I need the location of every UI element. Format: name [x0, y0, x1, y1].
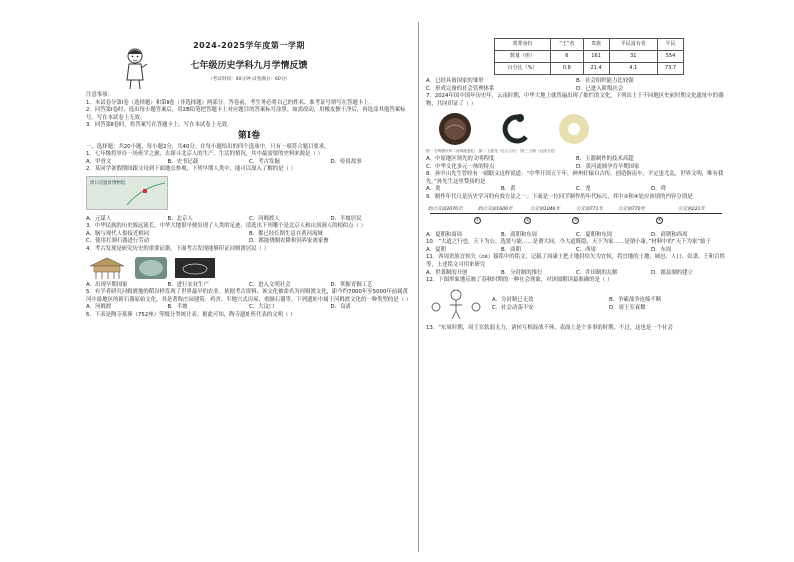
question-10: 10．“大道之行也，天下为公，选贤与能……是谓大同。今大道既隐，天下为家……是谓小康。”材料中的“天下为家”始于 — [426, 239, 711, 246]
pottery-bowl-icon — [432, 111, 478, 147]
option[interactable]: B．争霸战争连绵不断 — [609, 297, 662, 304]
option[interactable]: D．掌握青铜工艺 — [330, 281, 373, 288]
pig-bowl-icon — [174, 256, 216, 280]
table-cell: 6 — [551, 51, 584, 63]
option[interactable]: D．半坡居民 — [330, 215, 362, 222]
q8-options — [426, 186, 726, 194]
left-column — [86, 92, 412, 319]
timeline-marker: ① — [475, 217, 480, 223]
option[interactable]: D．舜 — [651, 186, 666, 193]
q7-caption: 图一 红陶猪纹钵（河姆渡遗址） 图二 玉猪龙（红山文化） 图三 玉璧（良渚文化） — [426, 149, 558, 154]
option[interactable]: A．出现早期国家 — [86, 281, 128, 288]
question-13: 13．“东周时期，周王室软弱无力，诸侯互相混战不休，表面上是个多事的时期，不过，这也是一个社会 — [426, 324, 673, 331]
q9-options — [426, 232, 726, 240]
timeline-label: 公元前221年 — [678, 206, 706, 212]
option[interactable]: A．分封制已无效 — [492, 297, 534, 304]
museum-photo — [86, 176, 168, 210]
option[interactable]: C．井田制的瓦解 — [576, 269, 618, 276]
exam-header — [86, 40, 412, 82]
option[interactable]: D．东周 — [651, 246, 672, 253]
timeline-label: 公元前771年 — [576, 206, 604, 212]
table-cell: 554 — [657, 51, 683, 63]
table-cell: 161 — [583, 51, 609, 63]
table-row-label: 百分比（%） — [495, 63, 551, 75]
note-item: 3．回答第Ⅱ卷时，将答案写在答题卡上。写在本试卷上无效。 — [86, 122, 233, 129]
tomb-statistics-table — [494, 38, 684, 75]
option[interactable]: A．炎 — [426, 186, 441, 193]
q12-options-row1 — [492, 297, 726, 305]
museum-landscape-icon — [87, 177, 169, 211]
option[interactable]: D．商朝和西周 — [651, 231, 688, 238]
option[interactable]: A．中原地区领先的文明程度 — [426, 155, 495, 162]
option[interactable]: B．商朝 — [501, 246, 521, 253]
question-6: 6．下表是陶寺墓葬（752座）等级分类统计表。据此可知，陶寺遗址所代表的文明（ ） — [86, 311, 296, 318]
option[interactable]: C．河姆渡人 — [249, 215, 280, 222]
q5-options — [86, 304, 412, 312]
option[interactable]: A．河姆渡 — [86, 304, 112, 311]
question-2: 2．某同学暑假期间跟父母到下面地点参观，下列早期人类中，能可以深入了解的是（ ） — [86, 166, 296, 173]
table-cell: 21.4 — [583, 63, 609, 75]
exam-info: （考试时间：40分钟 试卷满分：60分） — [207, 77, 291, 82]
option[interactable]: D．都能烧制农耕和饲养家禽家畜 — [249, 238, 329, 245]
timeline-marker: ④ — [657, 217, 662, 223]
museum-sign: 周口店遗址博物馆 — [90, 180, 126, 186]
question-8: 8．孙中山先生曾经有一副联文这样说道：“中华开国五千年，神州轩辕自古传，创造指南车，平定蚩尤乱，世界文明，唯有我先。”孙先生这里赞扬的是 — [426, 171, 724, 185]
option[interactable]: C．形成完备的社会管理体系 — [426, 85, 495, 92]
question-5: 5．有学者研究河姆渡地的稻谷样发现了世界最早的农业。依据考古资料，该文化被命名为河姆渡文化，距今约7000年至5000年前属黄河中游地区的新石器原始文化。其是著称庄园建筑：鸡舍、半地穴式房屋、重制石器等。下列遗址中属于河姆渡文化的一种类型的是（ ） — [86, 289, 412, 303]
question-11: 11．西周贵族宜侯矢（cè）簋铭中的铭文，记载了周康王把土地封给矢为宜侯，将宜地的土地、城邑、人口、奴隶、王和百姓等，上述铭文可用来研究 — [426, 254, 725, 268]
question-3: 3．中华民族的历史源远流长，中华大地很早便出现了人类的足迹。请选出下列哪个是北京人和山顶洞人的相似点（ ） — [86, 223, 367, 230]
option[interactable]: B．黄 — [501, 186, 516, 193]
q3-options-row2 — [86, 238, 412, 246]
option[interactable]: B．都已经长期生息在黄河流域 — [249, 230, 323, 237]
option[interactable]: A．元谋人 — [86, 215, 112, 222]
jade-disc-icon — [554, 111, 594, 147]
option[interactable]: C．考古发掘 — [249, 158, 280, 165]
q6-options-row1 — [426, 78, 726, 86]
table-row — [495, 51, 684, 63]
option[interactable]: C．尧 — [576, 186, 591, 193]
option[interactable]: C．夏朝和东周 — [576, 231, 613, 238]
table-header-row — [495, 39, 684, 51]
exam-main-title: 七年级历史学科九月学情反馈 — [190, 61, 308, 71]
q12-options-row2 — [492, 305, 726, 313]
table-header-cell: 贵族 — [583, 39, 609, 51]
timeline-label: 约公元前2070年 — [428, 206, 463, 212]
timeline-marker: ③ — [573, 217, 578, 223]
q4-images — [86, 256, 412, 280]
rice-grain-icon — [134, 256, 168, 280]
table-cell: 31 — [609, 51, 657, 63]
q4-options — [86, 282, 412, 290]
part-one-heading: 第Ⅰ卷 — [237, 130, 261, 141]
q11-options — [426, 270, 726, 278]
option[interactable]: B．进行农业生产 — [167, 281, 209, 288]
option[interactable]: D．黄河流域孕育早期国家 — [576, 163, 640, 170]
table-row — [495, 63, 684, 75]
option[interactable]: D．已进入阶级社会 — [576, 85, 624, 92]
note-item: 1．本试卷分第Ⅰ卷（选择题）和第Ⅱ卷（非选择题）两部分。答卷前，考生务必将自己的姓名、准考证号填写在答题卡上。 — [86, 99, 374, 106]
option[interactable]: C．使用打制石器进行劳动 — [86, 238, 150, 245]
option[interactable]: C．进入文明社会 — [249, 281, 291, 288]
option[interactable]: D．传说故事 — [330, 158, 362, 165]
stilt-house-icon — [86, 256, 128, 280]
right-column — [426, 38, 726, 332]
option[interactable]: B．史书记载 — [167, 158, 199, 165]
note-item: 2．回答第Ⅰ卷时，选出每小题答案后，用2B铅笔把答题卡上对应题目的答案标号涂黑。如需改动，用橡皮擦干净后，再选涂其他答案标号。写在本试卷上无效。 — [86, 107, 406, 121]
section-intro: 一、选择题：共20小题，每小题2分，共40分。在每小题给出的四个选项中，只有一项符合题目要求。 — [86, 143, 330, 150]
table-cell: 4.1 — [609, 63, 657, 75]
question-9: 9．制作年代尺是历史学习的有效方法之一。下面是一位同学制作的年代标尺，其中①和④处应该填的内容分别是 — [426, 193, 693, 200]
option[interactable]: A．夏朝和商周 — [426, 231, 463, 238]
table-row-label: 数量（座） — [495, 51, 551, 63]
question-7: 7．2024年国中国年历史年，云南时期，中华大地上就普遍出现了灿烂的文化，下列出土于不同地区史前时期文化遗址中的器物，共同印证了（ ） — [426, 93, 724, 107]
timeline-marker: ② — [525, 217, 530, 223]
question-4: 4．考古发现是研究历史的重要证据。下面考古发现能够印证河姆渡居民（ ） — [86, 245, 270, 252]
option[interactable]: B．商朝和东周 — [501, 231, 538, 238]
option[interactable]: A．脑与现代人很接近相同 — [86, 230, 149, 237]
option[interactable]: A．世袭制的开创 — [426, 269, 468, 276]
notes-section — [86, 92, 412, 130]
option[interactable]: A．甲骨文 — [86, 158, 112, 165]
option[interactable]: D．郡县制的建立 — [651, 269, 693, 276]
timeline-label: 公元前770年 — [618, 206, 646, 212]
option[interactable]: A．夏朝 — [426, 246, 446, 253]
option[interactable]: B．北京人 — [167, 215, 193, 222]
q12-block — [426, 285, 726, 325]
option[interactable]: D．周王室衰微 — [609, 304, 646, 311]
question-12: 12．下图形象地反映了春秋时期的一种社会现象，对该图解读最准确的是（ ） — [426, 277, 613, 284]
option[interactable]: C．社会动荡不安 — [492, 304, 534, 311]
table-header-cell: 平民 — [657, 39, 683, 51]
table-header-cell: 平民富有者 — [609, 39, 657, 51]
q7-options-row1 — [426, 156, 726, 164]
q7-artifact-images — [432, 111, 726, 147]
table-cell: 73.7 — [657, 63, 683, 75]
table-header-cell: 墓葬身份 — [495, 39, 551, 51]
option[interactable]: B．半坡 — [167, 304, 188, 311]
timeline-label: 约公元前1600年 — [478, 206, 513, 212]
table-header-cell: “王”者 — [551, 39, 584, 51]
option[interactable]: B．社会组织能力比较强 — [576, 78, 634, 84]
notes-heading: 注意事项： — [86, 92, 113, 98]
q2-options — [86, 216, 412, 224]
q12-options — [492, 297, 726, 312]
exam-year-title: 2024-2025学年度第一学期 — [193, 41, 305, 50]
timeline-label: 公元前1046年 — [530, 206, 561, 212]
history-timeline — [426, 204, 726, 230]
option[interactable]: A．已经具备国家的雏形 — [426, 78, 484, 84]
option[interactable]: C．西周 — [576, 246, 596, 253]
jade-dragon-icon — [496, 111, 536, 147]
cartoon-figures-icon — [426, 285, 486, 325]
option[interactable]: B．分封制的推行 — [501, 269, 543, 276]
option[interactable]: B．玉器制作的技术高超 — [576, 155, 634, 162]
column-divider — [418, 22, 419, 552]
option[interactable]: C．中华文化多元一体的特点 — [426, 163, 495, 170]
option[interactable]: C．大汶口 — [249, 304, 275, 311]
table-cell: 0.8 — [551, 63, 584, 75]
question-1: 1．七年级将举办一场班学之旅，去探寻北京人的生产、生活的情况，其中最需要的史料来源是（ ） — [86, 151, 323, 158]
option[interactable]: D．良渚 — [330, 304, 351, 311]
